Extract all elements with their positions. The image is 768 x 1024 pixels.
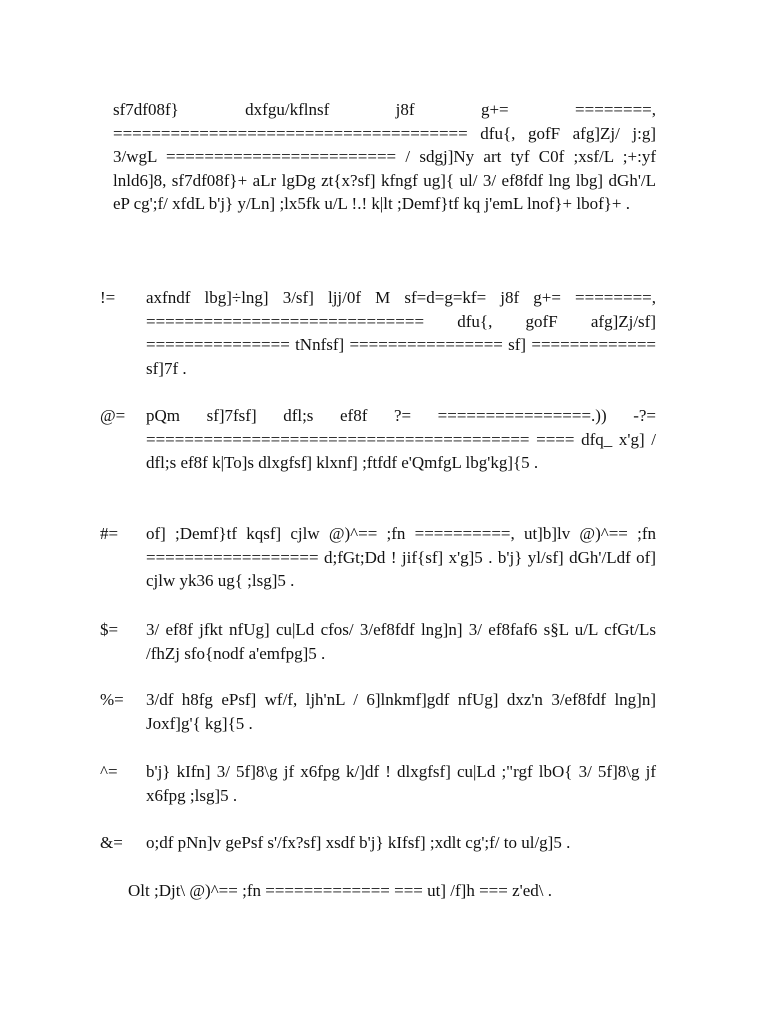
clause-text: 3/ ef8f jfkt nfUg] cu|Ld cfos/ 3/ef8fdf lng]n] 3/ ef8faf6 s§L u/L cfGt/Ls /fhZj sfo{nodf a'emfpg]5 . — [146, 620, 656, 663]
clause-7 — [100, 831, 656, 855]
clause-number: $= — [100, 620, 119, 639]
clause-number: ^= — [100, 762, 118, 781]
clause-number: %= — [100, 690, 124, 709]
clause-number: &= — [100, 833, 123, 852]
intro-paragraph: sf7df08f} dxfgu/kflnsf j8f g+= ========, ===================================== dfu{, gofF afg]Zj/ j:g] 3/wgL ======================== / sdgj]Ny art tyf C0f ;xsf/L ;+:yf lnld6]8, sf7df08f}+ aLr lgDg zt{x?sf] kfngf ug]{ ul/ 3/ ef8fdf lng lbg] dGh'/L eP cg';f/ xfdL b'j} y/Ln] ;lx5fk u/L !.! k|lt ;Demf}tf kq j'emL lnof}+ lbof}+ . — [113, 100, 656, 213]
clause-5 — [100, 688, 656, 735]
clause-text: of] ;Demf}tf kqsf] cjlw @)^== ;fn ==========, ut]b]lv @)^== ;fn ================== d;fGt;Dd ! jif{sf] x'g]5 . b'j} yl/sf] dGh'/Ldf of] cjlw yk36 ug{ ;lsg]5 . — [146, 524, 656, 590]
clause-text: 3/df h8fg ePsf] wf/f, ljh'nL / 6]lnkmf]gdf nfUg] dxz'n 3/ef8fdf lng]n] Joxf]g'{ kg]{5 . — [146, 690, 656, 733]
clause-6 — [100, 760, 656, 807]
clause-text: axfndf lbg]÷lng] 3/sf] ljj/0f M sf=d=g=kf= j8f g+= ========, ============================= dfu{, gofF afg]Zj/sf] =============== tNnfsf] ================ sf] ============= sf]7f . — [146, 288, 656, 378]
clause-number: #= — [100, 524, 119, 543]
clause-4 — [100, 618, 656, 665]
clause-text: b'j} kIfn] 3/ 5f]8\g jf x6fpg k/]df ! dlxgfsf] cu|Ld ;"rgf lbO{ 3/ 5f]8\g jf x6fpg ;lsg]5 . — [146, 762, 656, 805]
closing-line: Olt ;Djt\ @)^== ;fn ============= === ut] /f]h === z'ed\ . — [128, 881, 552, 900]
clause-number: != — [100, 288, 116, 307]
clause-number: @= — [100, 406, 126, 425]
clause-text: pQm sf]7fsf] dfl;s ef8f ?= ================.)) -?= ======================================== ==== dfq_ x'g] / dfl;s ef8f k|To]s dlxgfsf] klxnf] ;ftfdf e'QmfgL lbg'kg]{5 . — [146, 406, 656, 472]
clause-2 — [100, 404, 656, 475]
clause-1 — [100, 286, 656, 380]
clause-3 — [100, 522, 656, 593]
clause-text: o;df pNn]v gePsf s'/fx?sf] xsdf b'j} kIfsf] ;xdlt cg';f/ to ul/g]5 . — [146, 833, 571, 852]
